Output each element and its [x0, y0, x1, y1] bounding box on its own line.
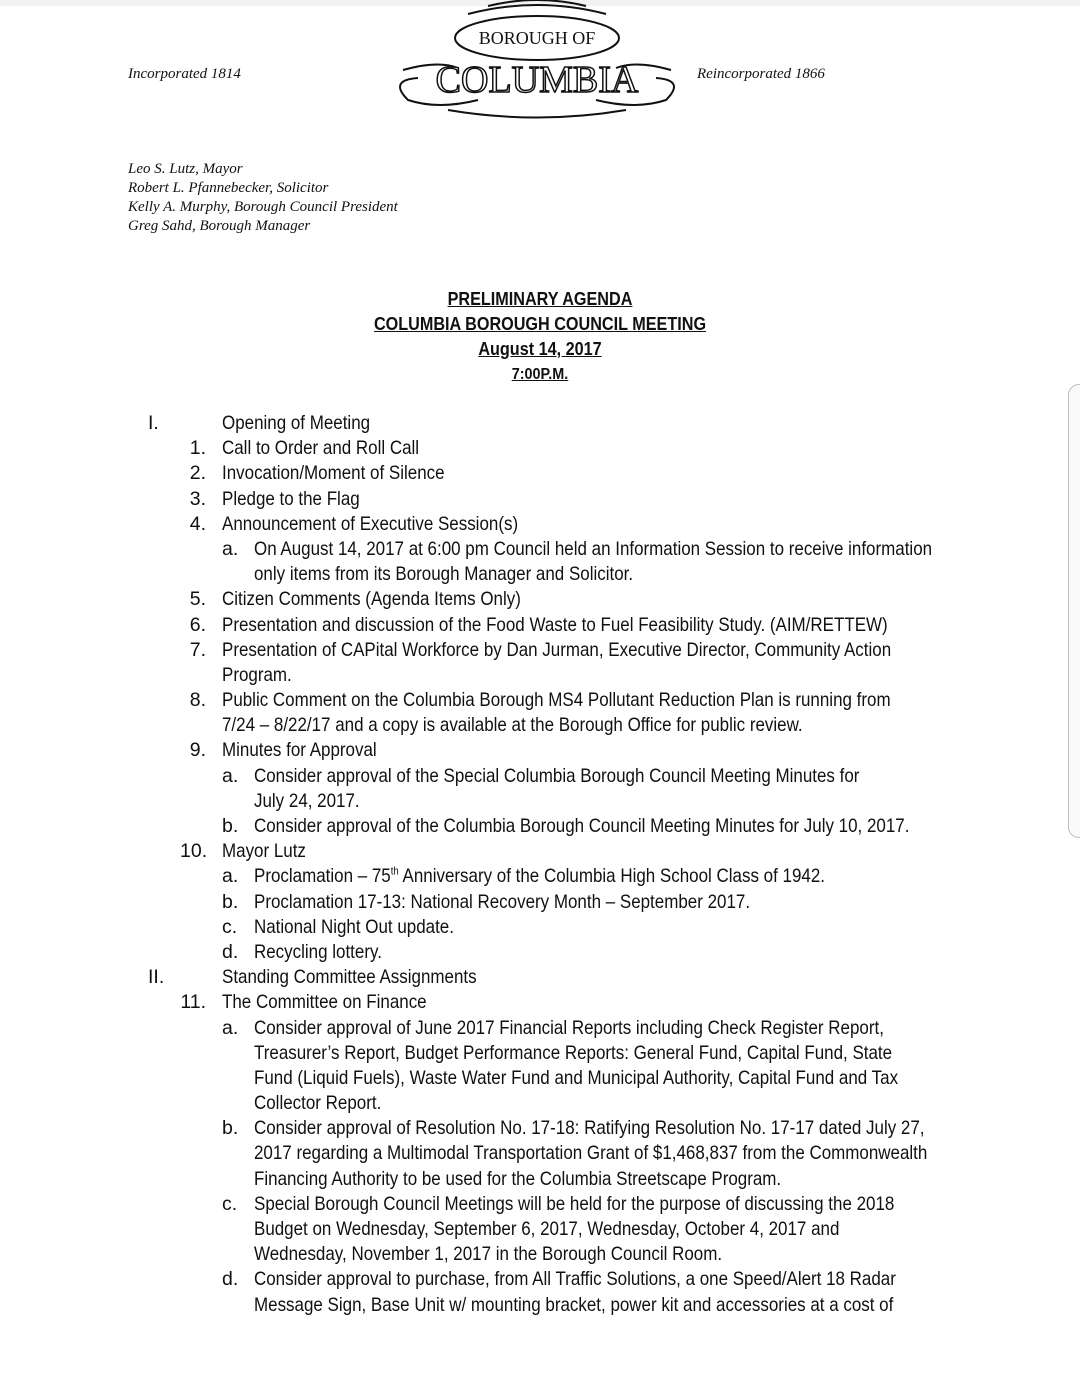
agenda-line — [0, 1267, 1080, 1292]
agenda-text: Treasurer’s Report, Budget Performance Reports: General Fund, Capital Fund, State — [254, 1041, 893, 1064]
agenda-line — [0, 1041, 1080, 1066]
agenda-text: July 24, 2017. — [254, 789, 360, 812]
agenda-line — [0, 1242, 1080, 1267]
agenda-text: 2017 regarding a Multimodal Transportation Grant of $1,468,837 from the Commonwealth — [254, 1142, 928, 1165]
agenda-text: Public Comment on the Columbia Borough MS4 Pollutant Reduction Plan is running from — [222, 689, 891, 712]
agenda-marker: c. — [222, 915, 238, 938]
agenda-line — [0, 1192, 1080, 1217]
officials-list — [128, 160, 398, 236]
agenda-marker: 10. — [180, 840, 208, 863]
svg-text:BOROUGH OF: BOROUGH OF — [478, 28, 596, 48]
agenda-text: 7/24 – 8/22/17 and a copy is available at the Borough Office for public review. — [222, 714, 803, 737]
agenda-marker: 4. — [189, 512, 206, 535]
agenda-text: Announcement of Executive Session(s) — [222, 512, 519, 535]
title-date: August 14, 2017 — [478, 339, 602, 359]
agenda-marker: 2. — [189, 462, 206, 485]
agenda-marker: I. — [148, 412, 159, 434]
svg-text:COLUMBIA: COLUMBIA — [435, 59, 639, 101]
agenda-marker: 7. — [189, 638, 206, 661]
agenda-marker: d. — [222, 940, 239, 963]
agenda-line — [0, 965, 1080, 990]
agenda-line — [0, 487, 1080, 512]
agenda-marker: a. — [222, 764, 239, 787]
agenda-marker: a. — [222, 1016, 239, 1039]
agenda-text: Standing Committee Assignments — [222, 966, 477, 989]
agenda-text: Mayor Lutz — [222, 840, 306, 863]
agenda-line — [0, 663, 1080, 688]
borough-logo — [378, 0, 696, 120]
agenda-line — [0, 613, 1080, 638]
agenda-line — [0, 436, 1080, 461]
agenda-line — [0, 587, 1080, 612]
agenda-line — [0, 890, 1080, 915]
agenda-marker: b. — [222, 1117, 239, 1140]
agenda-text: Wednesday, November 1, 2017 in the Borough Council Room. — [254, 1243, 723, 1266]
agenda-marker: 11. — [180, 991, 206, 1014]
agenda-line — [0, 1016, 1080, 1041]
agenda-text: Presentation of CAPital Workforce by Dan Jurman, Executive Director, Community Action — [222, 638, 892, 661]
agenda-line — [0, 1141, 1080, 1166]
scrollbar-handle[interactable] — [1068, 384, 1080, 838]
agenda-text: Recycling lottery. — [254, 940, 382, 963]
agenda-text: Fund (Liquid Fuels), Waste Water Fund and Municipal Authority, Capital Fund and Tax — [254, 1066, 899, 1089]
agenda-line — [0, 537, 1080, 562]
agenda-text: National Night Out update. — [254, 915, 454, 938]
agenda-text: Minutes for Approval — [222, 739, 377, 762]
agenda-line — [0, 738, 1080, 763]
agenda-line — [0, 411, 1080, 436]
agenda-line — [0, 638, 1080, 663]
agenda-text: Call to Order and Roll Call — [222, 437, 420, 460]
agenda-line — [0, 864, 1080, 889]
agenda-line — [0, 839, 1080, 864]
agenda-text: only items from its Borough Manager and Solicitor. — [254, 563, 634, 586]
agenda-text: Special Borough Council Meetings will be held for the purpose of discussing the 2018 — [254, 1192, 895, 1215]
agenda-marker: a. — [222, 537, 239, 560]
agenda-line — [0, 789, 1080, 814]
agenda-line — [0, 990, 1080, 1015]
agenda-marker: d. — [222, 1268, 239, 1291]
agenda-text: Presentation and discussion of the Food Waste to Fuel Feasibility Study. (AIM/RETTEW) — [222, 613, 888, 636]
agenda-marker: 9. — [189, 739, 206, 762]
reincorporated-text: Reincorporated 1866 — [697, 66, 825, 82]
agenda-text: Consider approval of the Columbia Borough Council Meeting Minutes for July 10, 2017. — [254, 815, 910, 837]
agenda-marker: 3. — [189, 487, 206, 510]
official-mayor: Leo S. Lutz, Mayor — [128, 161, 243, 177]
agenda-text: Pledge to the Flag — [222, 487, 360, 510]
agenda-line — [0, 461, 1080, 486]
agenda-text: Consider approval of June 2017 Financial Reports including Check Register Report, — [254, 1016, 884, 1039]
agenda-text: Message Sign, Base Unit w/ mounting bracket, power kit and accessories at a cost of — [254, 1293, 894, 1316]
agenda-marker: b. — [222, 815, 239, 837]
agenda-line — [0, 512, 1080, 537]
agenda-line — [0, 814, 1080, 839]
agenda-line — [0, 1066, 1080, 1091]
agenda-text: The Committee on Finance — [222, 991, 427, 1014]
agenda-text: Proclamation – 75th Anniversary of the Columbia High School Class of 1942. — [254, 865, 825, 888]
agenda-text: Invocation/Moment of Silence — [222, 462, 445, 485]
agenda-marker: 8. — [189, 689, 206, 712]
agenda-text: On August 14, 2017 at 6:00 pm Council held an Information Session to receive information — [254, 537, 933, 560]
official-council-president: Kelly A. Murphy, Borough Council President — [128, 199, 398, 215]
agenda-marker: c. — [222, 1192, 238, 1215]
title-time: 7:00P.M. — [511, 366, 569, 383]
agenda-line — [0, 713, 1080, 738]
agenda-marker: II. — [148, 966, 165, 989]
official-solicitor: Robert L. Pfannebecker, Solicitor — [128, 180, 329, 196]
agenda-line — [0, 1293, 1080, 1318]
agenda-line — [0, 915, 1080, 940]
title-preliminary-agenda: PRELIMINARY AGENDA — [447, 289, 633, 309]
agenda-marker: 6. — [189, 613, 206, 636]
agenda-marker: b. — [222, 890, 239, 913]
agenda-list — [0, 411, 1080, 1318]
agenda-line — [0, 940, 1080, 965]
agenda-line — [0, 688, 1080, 713]
agenda-line — [0, 562, 1080, 587]
agenda-line — [0, 1167, 1080, 1192]
agenda-text: Citizen Comments (Agenda Items Only) — [222, 588, 521, 611]
agenda-text: Consider approval to purchase, from All Traffic Solutions, a one Speed/Alert 18 Radar — [254, 1268, 896, 1291]
agenda-marker: a. — [222, 865, 239, 888]
agenda-text: Budget on Wednesday, September 6, 2017, Wednesday, October 4, 2017 and — [254, 1218, 840, 1240]
agenda-text: Opening of Meeting — [222, 412, 371, 434]
agenda-text: Consider approval of Resolution No. 17-18: Ratifying Resolution No. 17-17 dated July 27, — [254, 1117, 925, 1140]
agenda-text: Program. — [222, 663, 292, 686]
agenda-line — [0, 1091, 1080, 1116]
agenda-marker: 5. — [189, 588, 206, 611]
official-manager: Greg Sahd, Borough Manager — [128, 218, 311, 234]
incorporated-text: Incorporated 1814 — [128, 66, 241, 82]
agenda-text: Consider approval of the Special Columbia Borough Council Meeting Minutes for — [254, 764, 860, 787]
agenda-text: Collector Report. — [254, 1092, 382, 1115]
agenda-text: Financing Authority to be used for the Columbia Streetscape Program. — [254, 1167, 782, 1190]
agenda-text: Proclamation 17-13: National Recovery Month – September 2017. — [254, 890, 751, 913]
agenda-line — [0, 1116, 1080, 1141]
agenda-line — [0, 1217, 1080, 1242]
agenda-line — [0, 764, 1080, 789]
title-meeting: COLUMBIA BOROUGH COUNCIL MEETING — [373, 314, 707, 334]
agenda-marker: 1. — [189, 437, 206, 460]
